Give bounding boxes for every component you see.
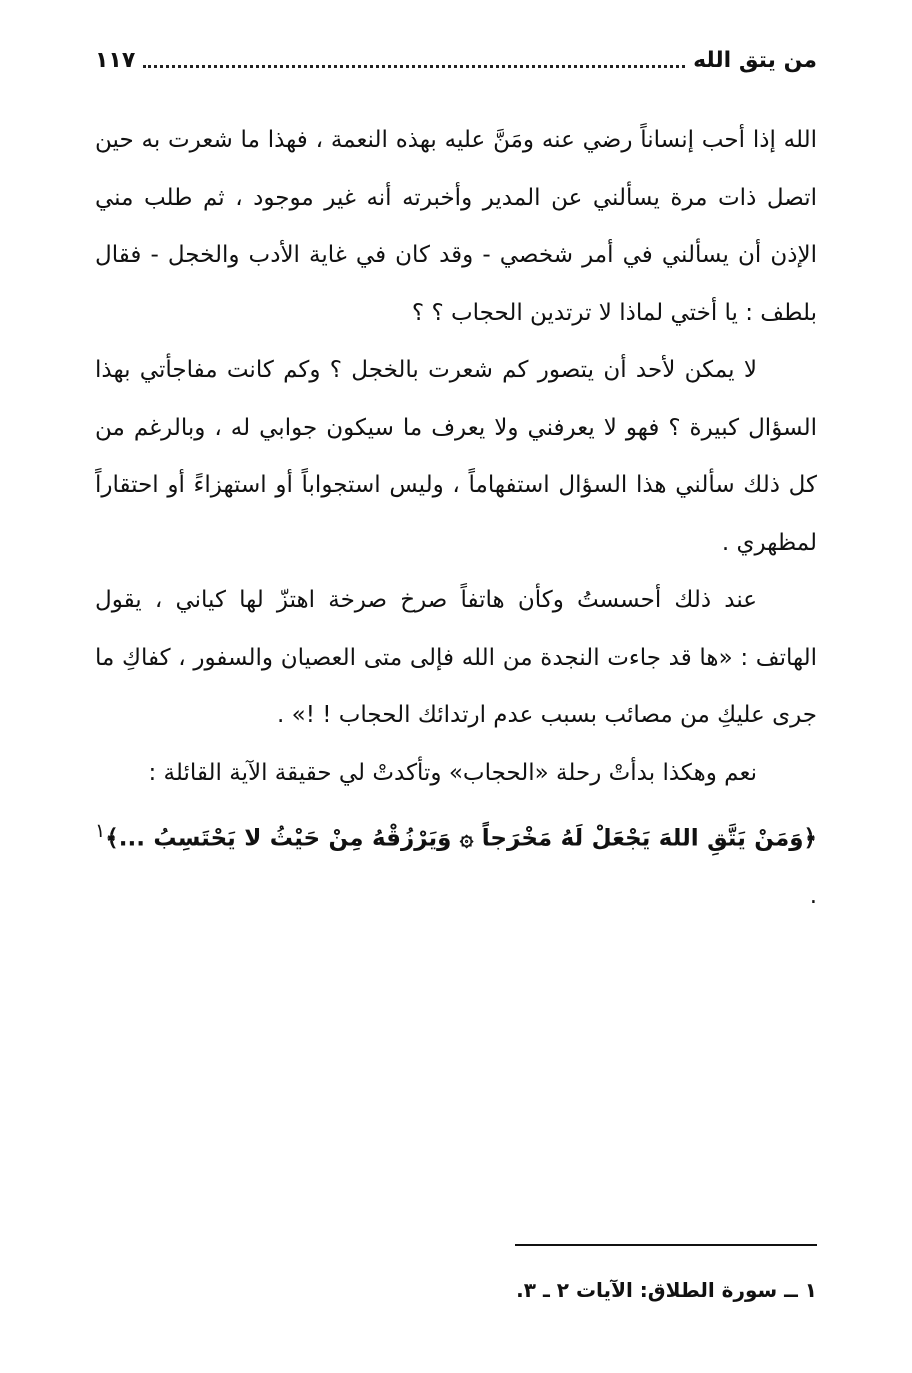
footnote: ١ ــ سورة الطلاق: الآيات ٢ ـ ٣. [516, 1278, 817, 1302]
header-dot-leader [143, 65, 685, 68]
footnote-marker: ١ [95, 819, 106, 842]
paragraph-1: الله إذا أحب إنساناً رضي عنه ومَنَّ عليه بهذه النعمة ، فهذا ما شعرت به حين اتصل ذات مرة يسألني عن المدير وأخبرته أنه غير موجود ، ثم طلب مني الإذن أن يسألني في أمر شخصي - وقد كان في غاية الأدب والخجل - فقال بلطف : يا أختي لماذا لا ترتدين الحجاب ؟ ؟ [95, 127, 817, 326]
verse-trailing-punctuation: . [809, 883, 817, 910]
footnote-separator [515, 1244, 817, 1246]
paragraph-3: عند ذلك أحسستُ وكأن هاتفاً صرخ صرخة اهتزّ لها كياني ، يقول الهاتف : «ها قد جاءت النجدة من الله فإلى متى العصيان والسفور ، كفاكِ ما جرى عليكِ من مصائب بسبب عدم ارتدائك الحجاب ! !» . [95, 587, 817, 728]
quran-verse: ﴿وَمَنْ يَتَّقِ اللهَ يَجْعَلْ لَهُ مَخْرَجاً ۞ وَيَرْزُقْهُ مِنْ حَيْثُ لا يَحْتَسِبُ ...﴾ [105, 825, 817, 852]
quran-verse-line [95, 802, 817, 926]
body-text [95, 112, 817, 926]
page-header [95, 40, 817, 80]
running-title: من يتق الله [693, 47, 817, 73]
page-number: ١١٧ [95, 47, 136, 73]
paragraph-2: لا يمكن لأحد أن يتصور كم شعرت بالخجل ؟ وكم كانت مفاجأتي بهذا السؤال كبيرة ؟ فهو لا يعرفني ولا يعرف ما سيكون جوابي له ، وبالرغم من كل ذلك سألني هذا السؤال استفهاماً ، وليس استجواباً أو استهزاءً أو احتقاراً لمظهري . [95, 357, 817, 556]
paragraph-4: نعم وهكذا بدأتْ رحلة «الحجاب» وتأكدتْ لي حقيقة الآية القائلة : [148, 759, 757, 786]
